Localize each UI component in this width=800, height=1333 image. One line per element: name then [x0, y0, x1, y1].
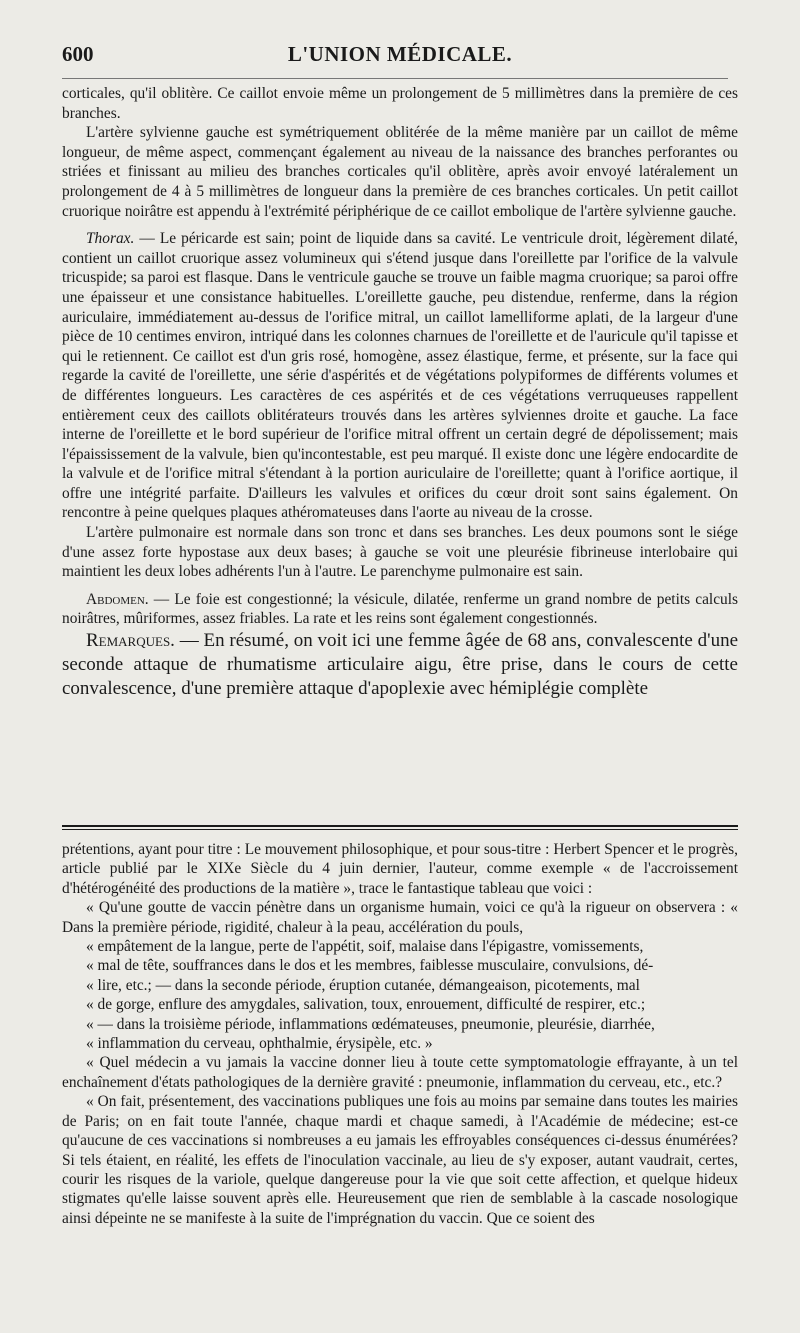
remarques-text: — En résumé, on voit ici une femme âgée de 68 ans, convalescente d'une seconde attaque de rhumatisme articulaire aigu, être prise, dans le cours de cette convalescence, d'une première attaque d'apoplexie avec hémiplégie complète [62, 630, 738, 700]
quote-line-4: « lire, etc.; — dans la seconde période, éruption cutanée, démangeaison, picotements, mal [86, 976, 640, 994]
quote-line-7: « inflammation du cerveau, ophthalmie, érysipèle, etc. » [86, 1035, 433, 1053]
header-rule [62, 78, 728, 79]
abdomen-text: — Le foie est congestionné; la vésicule, dilatée, renferme un grand nombre de petits calculs noirâtres, mûriformes, assez friables. La rate et les reins sont également congestionnés. [62, 590, 738, 628]
paragraph-abdomen [62, 590, 738, 629]
journal-title: L'UNION MÉDICALE. [287, 42, 513, 66]
quote-line-3: « mal de tête, souffrances dans le dos et les membres, faiblesse musculaire, convulsions, dé- [86, 957, 654, 975]
paragraph-corticales: corticales, qu'il oblitère. Ce caillot envoie même un prolongement de 5 millimètres dans la première de ces branches. [62, 85, 738, 122]
paragraph-vaccinations-publiques: « On fait, présentement, des vaccinations publiques une fois au moins par semaine dans toutes les mairies de Paris; on en fait toute l'année, chaque mardi et chaque samedi, à l'Académie de médecine; est-ce qu'aucune de ces vaccinations si nombreuses a eu jamais les effroyables conséquences ci-dessus énumérées? Si tels étaient, en réalité, les effets de l'inoculation vaccinale, au lieu de s'y exposer, autant vaudrait, certes, courir les risques de la variole, quelque dangereuse pour la vie que soit cette affection, et quelque hideux stigmates qu'elle laisse souvent après elle. Heureusement que rien de semblable à la cascade nosologique ainsi dépeinte ne se manifeste à la suite de l'imprégnation du vaccin. Que ce soient des [62, 1093, 738, 1227]
feuilleton-section [62, 840, 738, 1228]
paragraph-quel-medecin: « Quel médecin a vu jamais la vaccine donner lieu à toute cette symptomatologie effrayante, à un tel enchaînement d'états pathologiques de la dernière gravité : pneumonie, inflammation du cerveau, etc., etc.? [62, 1054, 738, 1091]
paragraph-sylvienne-gauche: L'artère sylvienne gauche est symétriquement oblitérée de la même manière par un caillot de même longueur, de même aspect, commençant également au niveau de la naissance des branches perforantes ou striées et finissant au milieu des branches corticales qu'il oblitère, après avoir envoyé latéralement un prolongement de 4 à 5 millimètres de longueur dans la première de ces branches corticales. Un petit caillot cruorique noirâtre est appendu à l'extrémité périphérique de ce caillot embolique de l'artère sylvienne gauche. [62, 124, 738, 220]
paragraph-pulmonaire: L'artère pulmonaire est normale dans son tronc et dans ses branches. Les deux poumons sont le siége d'une assez forte hypostase aux deux bases; à gauche se voit une pleurésie fibrineuse interlobaire qui maintient les deux lobes adhérents l'un à l'autre. Le parenchyme pulmonaire est sain. [62, 524, 738, 581]
paragraph-thorax [62, 229, 738, 523]
remarques-label: Remarques. [86, 630, 175, 652]
section-divider [62, 825, 738, 832]
page-number: 600 [62, 42, 94, 66]
quote-line-5: « de gorge, enflure des amygdales, salivation, toux, enrouement, difficulté de respirer, etc.; [86, 996, 646, 1014]
abdomen-label: Abdomen. [86, 590, 149, 608]
paragraph-pretentions: prétentions, ayant pour titre : Le mouvement philosophique, et pour sous-titre : Herbert Spencer et le progrès, article publié par le XIXe Siècle du 4 juin dernier, l'auteur, comme exemple « de l'accroissement d'hétérogénéité des productions de la matière », trace le fantastique tableau que voici : [62, 841, 738, 897]
thorax-label: Thorax. [86, 230, 135, 248]
autopsy-report-section [62, 84, 738, 701]
quote-line-2: « empâtement de la langue, perte de l'appétit, soif, malaise dans l'épigastre, vomissements, [86, 938, 644, 956]
quote-line-6: « — dans la troisième période, inflammations œdémateuses, pneumonie, pleurésie, diarrhée, [86, 1015, 655, 1033]
paragraph-remarques [62, 629, 738, 701]
page-header [0, 34, 800, 74]
thorax-text: — Le péricarde est sain; point de liquide dans sa cavité. Le ventricule droit, légèrement dilaté, contient un caillot cruorique assez volumineux qui s'étend jusque dans l'oreillette par l'orifice de la valvule tricuspide; sa paroi est flasque. Dans le ventricule gauche se trouve un faible magma cruorique; sa paroi offre une épaisseur et une consistance habituelles. L'oreillette gauche, peu distendue, renferme, dans la région auriculaire, immédiatement au-dessus de l'orifice mitral, un caillot lamelliforme aplati, de la largeur d'une pièce de 10 centimes environ, intriqué dans les colonnes charnues de l'oreillette et de l'auricule qu'il tapisse et qui le retiennent. Ce caillot est d'un gris rosé, homogène, assez élastique, ferme, et présente, sur la face qui regarde la cavité de l'oreillette, une série d'aspérités et de végétations polypiformes de différents volumes et de différentes longueurs. Les caractères de ces aspérités et de ces végétations verruqueuses rappellent entièrement ceux des caillots oblitérateurs trouvés dans les artères sylviennes droite et gauche. La face interne de l'oreillette et le bord supérieur de l'orifice mitral offrent un certain degré de dépolissement; mais l'épaississement de la valvule, bien qu'incontestable, est peu marqué. Il existe donc une légère endocardite de la valvule et de l'orifice mitral s'étendant à la portion auriculaire de l'oreillette; quant à l'orifice aortique, il offre une intégrité parfaite. D'ailleurs les valvules et orifices du cœur droit sont sains également. On rencontre à peine quelques plaques athéromateuses dans l'aorte au niveau de la crosse. [62, 230, 738, 522]
quote-line-1: « Qu'une goutte de vaccin pénètre dans un organisme humain, voici ce qu'à la rigueur on observera : « Dans la première période, rigidité, chaleur à la peau, accélération du pouls, [62, 899, 738, 936]
